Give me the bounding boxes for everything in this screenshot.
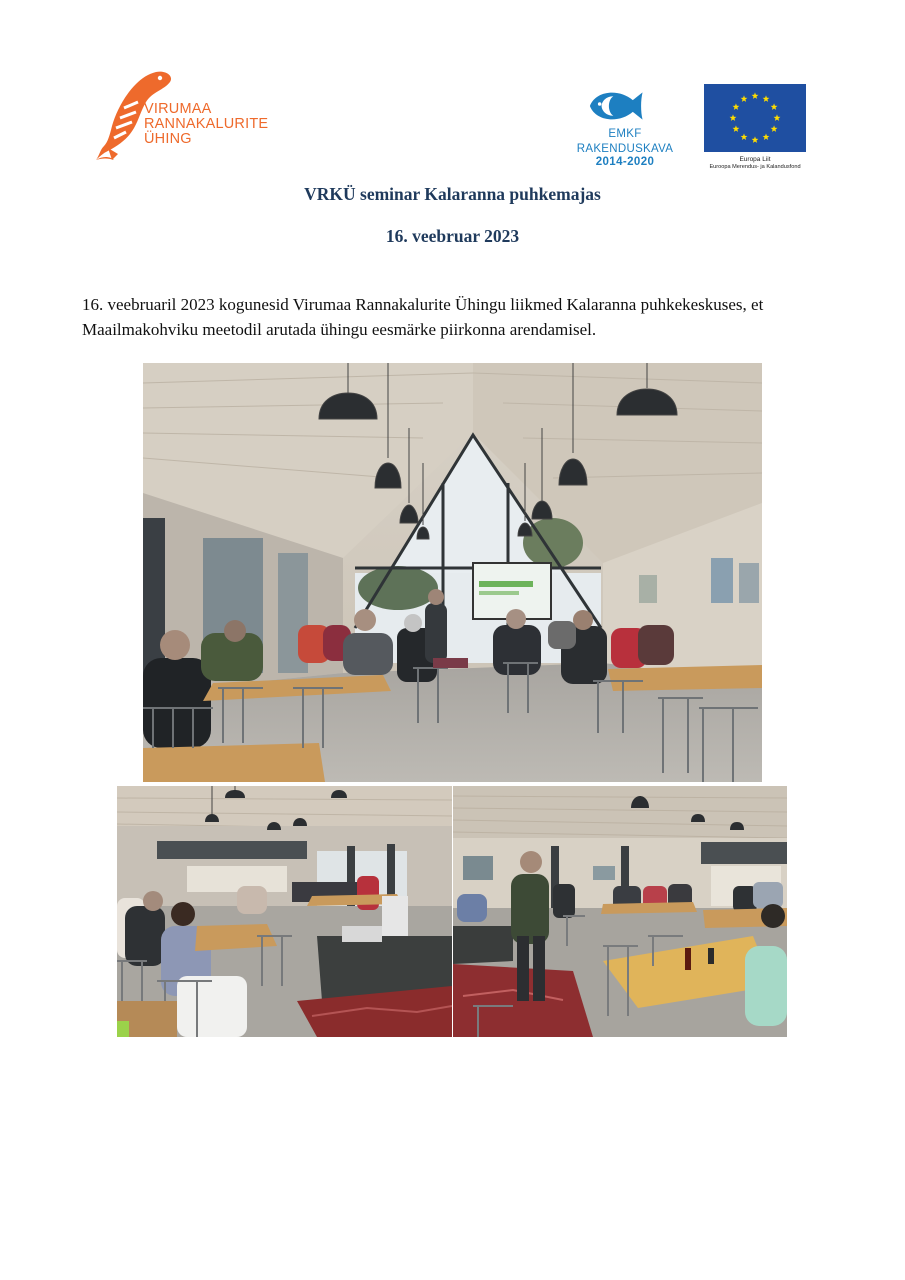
eu-star-icon: [741, 133, 748, 140]
vrku-logo-text: [144, 102, 268, 147]
emkf-logo: [572, 86, 678, 176]
eu-star-icon: [730, 114, 737, 121]
vrku-line2: RANNAKALURITE: [144, 116, 269, 132]
vrku-line3: ÜHING: [144, 131, 192, 147]
vrku-logo: [94, 68, 269, 164]
fish-symbol-icon: [586, 86, 664, 126]
document-title: VRKÜ seminar Kalaranna puhkemajas: [304, 184, 601, 204]
eu-star-icon: [763, 95, 770, 102]
eu-caption1: Europa Liit: [739, 156, 771, 163]
eu-star-icon: [774, 114, 781, 121]
eu-caption2: Euroopa Merendus- ja Kalandusfond: [709, 164, 801, 170]
seminar-right-photo: [453, 786, 787, 1037]
eu-star-icon: [741, 95, 748, 102]
eu-flag-icon: [704, 84, 806, 152]
eu-star-icon: [733, 125, 740, 132]
eu-logo: [703, 84, 807, 176]
eu-star-icon: [763, 133, 770, 140]
vrku-line1: VIRUMAA: [144, 101, 212, 117]
emkf-line3: 2014-2020: [595, 156, 655, 168]
eu-star-icon: [771, 125, 778, 132]
eu-star-icon: [752, 92, 759, 99]
document-date: 16. veebruar 2023: [385, 226, 520, 246]
eu-star-icon: [733, 103, 740, 110]
seminar-hall-photo: [143, 363, 762, 782]
emkf-line2: RAKENDUSKAVA: [576, 143, 674, 155]
intro-paragraph: 16. veebruaril 2023 kogunesid Virumaa Rannakalurite Ühingu liikmed Kalaranna puhkekeskuses, et Maailmakohviku meetodil arutada ühingu eesmärke piirkonna arendamisel.: [82, 295, 764, 339]
seminar-left-photo: [117, 786, 452, 1037]
emkf-line1: EMKF: [608, 128, 642, 140]
eu-star-icon: [752, 136, 759, 143]
eu-star-icon: [771, 103, 778, 110]
